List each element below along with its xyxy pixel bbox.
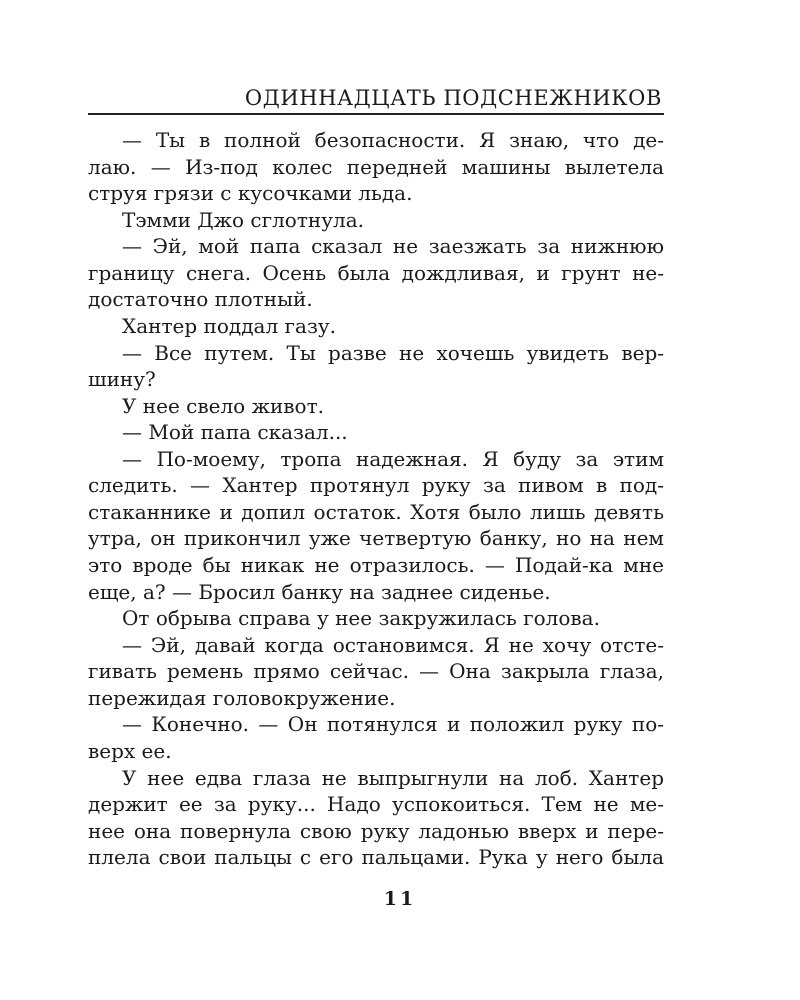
text-line: стаканнике и допил остаток. Хотя было лишь девять — [88, 499, 664, 524]
text-line: Тэмми Джо сглотнула. — [122, 207, 364, 232]
text-line: нее она повернула свою руку ладонью вверх и пере- — [88, 818, 664, 843]
page-number: 11 — [383, 888, 417, 910]
running-head: ОДИННАДЦАТЬ ПОДСНЕЖНИКОВ — [244, 86, 662, 110]
text-line: — Все путем. Ты разве не хочешь увидеть вер- — [122, 340, 664, 365]
text-line: У нее едва глаза не выпрыгнули на лоб. Хантер — [122, 765, 664, 790]
text-line: От обрыва справа у нее закружилась голова. — [122, 606, 600, 631]
text-line: — Эй, мой папа сказал не заезжать за нижнюю — [122, 234, 664, 259]
text-line: верх ее. — [88, 738, 172, 763]
text-line: пережидая головокружение. — [88, 685, 396, 710]
text-line: — Ты в полной безопасности. Я знаю, что де- — [122, 128, 664, 152]
body-text — [88, 127, 664, 871]
text-line: струя грязи с кусочками льда. — [88, 181, 413, 206]
text-line: — По-моему, тропа надежная. Я буду за этим — [122, 446, 664, 471]
text-line: утра, он прикончил уже четвертую банку, но на нем — [88, 526, 664, 551]
text-line: лаю. — Из-под колес передней машины вылетела — [88, 154, 664, 179]
text-line: еще, а? — Бросил банку на заднее сиденье. — [88, 579, 551, 604]
header-rule — [88, 113, 664, 115]
text-line: следить. — Хантер протянул руку за пивом в под- — [88, 473, 664, 498]
text-line: держит ее за руку... Надо успокоиться. Тем не ме- — [88, 792, 664, 817]
text-line: У нее свело живот. — [122, 393, 325, 418]
text-line: это вроде бы никак не отразилось. — Подай-ка мне — [88, 553, 664, 577]
text-line: гивать ремень прямо сейчас. — Она закрыла глаза, — [88, 659, 664, 684]
text-line: плела свои пальцы с его пальцами. Рука у него была — [88, 845, 664, 870]
text-line: Хантер поддал газу. — [122, 313, 336, 338]
text-line: — Мой папа сказал... — [122, 420, 348, 445]
text-line: — Эй, давай когда остановимся. Я не хочу отсте- — [122, 632, 664, 657]
text-line: границу снега. Осень была дождливая, и грунт не- — [88, 260, 664, 285]
text-line: шину? — [88, 367, 156, 392]
text-line: достаточно плотный. — [88, 287, 313, 312]
text-line: — Конечно. — Он потянулся и положил руку по- — [122, 712, 664, 737]
